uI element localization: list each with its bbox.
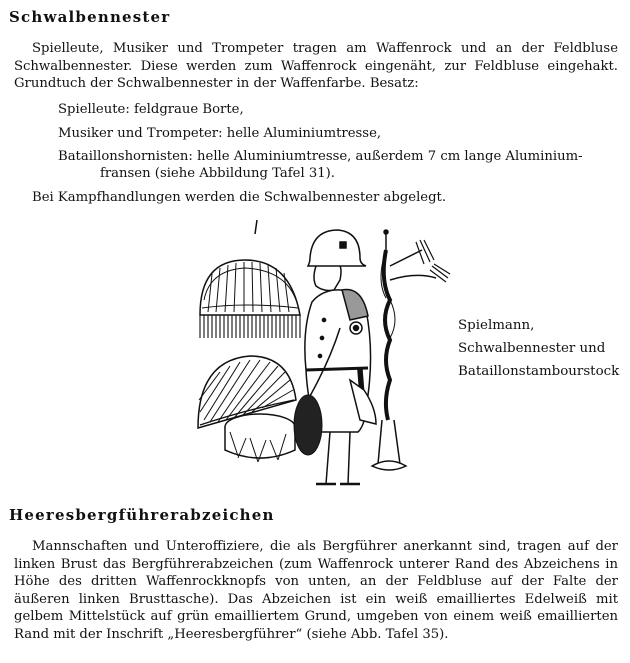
illustration-spielmann [190, 220, 452, 488]
swallows-nest-fringed [200, 260, 300, 338]
list-item-hornisten-continued: fransen (siehe Abbildung Tafel 31). [100, 166, 335, 181]
section-heading-schwalbennester: Schwalbennester [9, 8, 171, 26]
intro-paragraph: Spielleute, Musiker und Trompeter tragen am Waffenrock und an der Feldbluse Schwalbennester. Diese werden zum Waffenrock eingenäht, zur Feldbluse eingehakt. Grundtuch der Schwalbennester in der Waffenfarbe. Besatz: [14, 41, 618, 92]
list-item-musiker: Musiker und Trompeter: helle Aluminiumtresse, [58, 126, 382, 141]
decorative-stroke [255, 220, 257, 234]
list-item-hornisten: Bataillonshornisten: helle Aluminiumtresse, außerdem 7 cm lange Aluminium- [58, 149, 583, 164]
list-item-spielleute: Spielleute: feldgraue Borte, [58, 102, 244, 117]
drum [225, 414, 295, 462]
figure-caption-line-2: Schwalbennester und [458, 341, 606, 356]
drum-major-staff [372, 230, 450, 470]
drum-shadow [294, 395, 322, 455]
figure-caption-line-3: Bataillonstambourstock [458, 364, 620, 379]
figure-caption-line-1: Spielmann, [458, 318, 535, 333]
closing-sentence: Bei Kampfhandlungen werden die Schwalbennester abgelegt. [32, 190, 447, 205]
bergfuehrer-paragraph: Mannschaften und Unteroffiziere, die als Bergführer anerkannt sind, tragen auf der linken Brust das Bergführerabzeichen (zum Waffenrock unterer Rand des Abzeichens in Höhe des dritten Waffenrockknopfs von unten, an der Feldbluse auf der Falte der äußeren linken Brusttasche). Das Abzeichen ist ein weiß emailliertes Edelweiß mit gelbem Mittelstück auf grün emailliertem Grund, umgeben von einem weiß emaillierten Rand mit der Inschrift „Heeresbergführer“ (siehe Abb. Tafel 35). [14, 539, 618, 642]
section-heading-heeresbergfuehrerabzeichen: Heeresbergführerabzeichen [9, 506, 275, 524]
